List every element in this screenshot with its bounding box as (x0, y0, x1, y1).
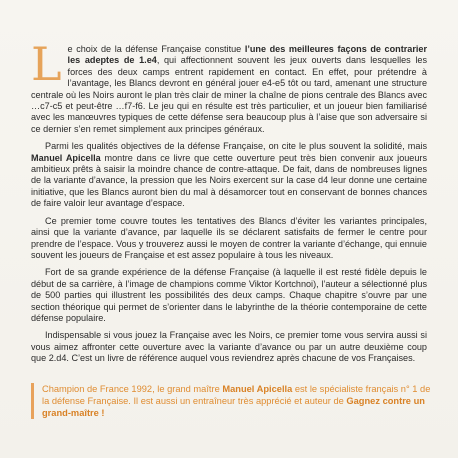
bio-text-b: est le spécialiste français n° 1 de la défense Française. Il est aussi un entraîneur très apprécié et auteur de (42, 384, 431, 406)
paragraph-5: Indispensable si vous jouez la Française avec les Noirs, ce premier tome vous servira aussi si vous aimez affronter cette ouverture avec la variante d’avance ou par un autre deuxième coup que 2.d4. C’est un livre de référence auquel vous reviendrez après chacune de vos Françaises. (31, 330, 427, 364)
paragraph-1 (31, 37, 428, 135)
bio-author-name: Manuel Apicella (222, 384, 293, 394)
author-name: Manuel Apicella (31, 152, 101, 163)
paragraph-2 (31, 141, 427, 209)
bio-book-title: Gagnez contre un grand-maître ! (42, 396, 425, 418)
paragraph-2-text-c: montre dans ce livre que cette ouverture peut très bien convenir aux joueurs ambitieux prêts à saisir la moindre chance de contre-attaque. De fait, dans de nombreuses lignes de la variante d’avance, la pression que les Noirs exercent sur la case d4 leur donne une certaine initiative, que les Blancs auront bien du mal à désamorcer tout en conservant de bonnes chances de faire valoir leur avantage d’espace. (31, 152, 427, 209)
paragraph-2-text-a: Parmi les qualités objectives de la défense Française, on cite le plus souvent la solidité, mais (45, 141, 427, 152)
blurb-text (31, 37, 428, 371)
bio-text-a: Champion de France 1992, le grand maître (42, 384, 223, 394)
paragraph-1-text-a: e choix de la défense Française constitue (67, 44, 245, 54)
paragraph-3: Ce premier tome couvre toutes les tentatives des Blancs d’éviter les variantes principales, ainsi que la variante d’avance, par laquelle ils se déclarent satisfaits de fermer le centre pour prendre de l’espace. Vous y trouverez aussi le moyen de contrer la variante d’échange, qui ennuie souvent les joueurs de Française et est assez populaire à tous les niveaux. (31, 215, 427, 260)
author-bio (31, 383, 438, 419)
paragraph-1-highlight: l’une des meilleures façons de contrarier les adeptes de 1.e4 (67, 44, 427, 66)
paragraph-4: Fort de sa grande expérience de la défense Française (à laquelle il est resté fidèle depuis le début de sa carrière, à l’image de champions comme Viktor Kortchnoi), l’auteur a sélectionné plus de 500 parties qui illustrent les possibilités des deux camps. Chaque chapitre s’ouvre par une section théorique qui permet de s’orienter dans le labyrinthe de la théorie contemporaine de cette défense populaire. (31, 267, 427, 323)
paragraph-1-text-c: , qui affectionnent souvent les jeux ouverts dans lesquelles les forces des deux camps entrent rapidement en contact. En effet, pour prétendre à l’avantage, les Blancs devront en général jouer e4-e5 tôt ou tard, amenant une structure centrale où les Noirs auront le plan très clair de miner la chaîne de pions centrale des Blancs avec …c7-c5 et peut-être …f7-f6. Le jeu qui en résulte est très particulier, et un joueur bien familiarisé avec les manœuvres typiques de cette défense sera beaucoup plus à l’aise que son adversaire si ce dernier s’en remet simplement aux principes généraux. (31, 55, 428, 134)
drop-cap: L (31, 37, 62, 91)
